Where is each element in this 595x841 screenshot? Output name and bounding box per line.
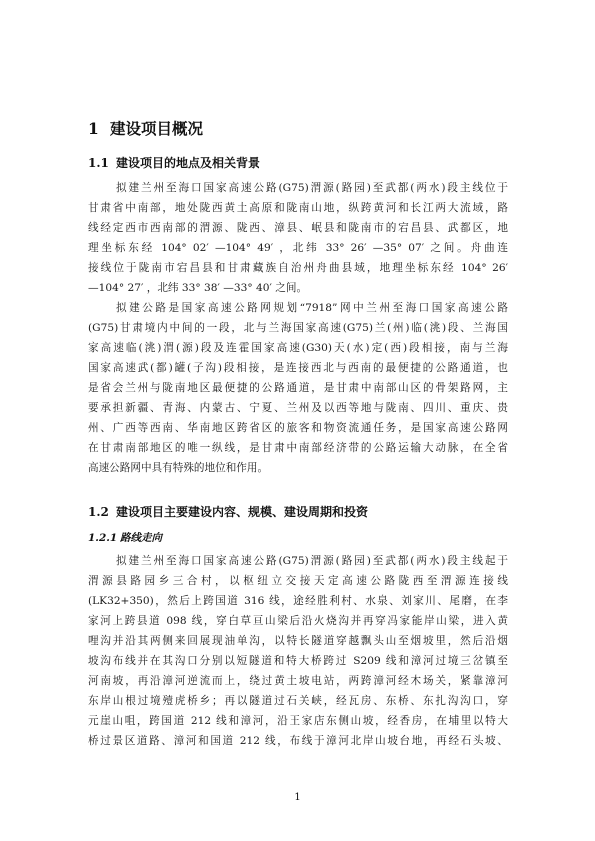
paragraph-line: (G75)甘肃境内中间的一段，北与兰海国家高速(G75)兰(州)临(洮)段、兰海国 <box>88 322 508 334</box>
paragraph-line: 拟建公路是国家高速公路网规划“7918”网中兰州至海口国家高速公路 <box>116 302 508 314</box>
paragraph-line: 家河上跨县道 098 线，穿白草亘山梁后沿火烧沟并再穿冯家能岸山梁，进入黄 <box>88 615 508 627</box>
page-number: 1 <box>294 792 301 803</box>
paragraph-line: 坡沟布线并在其沟口分别以短隧道和特大桥跨过 S209 线和漳河过境三岔镇至 <box>88 655 508 667</box>
section-1-2-number: 1.2 <box>88 505 109 519</box>
paragraph-line: 河南坡，再沿漳河逆流而上，绕过黄土坡电站，两跨漳河经木场关，紧靠漳河 <box>88 675 508 687</box>
paragraph-line: 是省会兰州与陇南地区最便捷的公路通道，是甘肃中南部山区的骨架路网，主 <box>88 382 508 394</box>
paragraph-route <box>88 551 508 751</box>
paragraph-line: 在甘肃南部地区的唯一纵线，是甘肃中南部经济带的公路运输大动脉，在全省 <box>88 442 508 454</box>
paragraph-line: 甘肃省中南部，地处陇西黄土高原和陇南山地，纵跨黄河和长江两大流域，路 <box>88 202 508 214</box>
paragraph-line: 元崖山咀，跨国道 212 线和漳河，沿王家店东侧山坡，经香房，在埔里以特大 <box>88 715 508 727</box>
section-1-1-heading <box>88 154 260 171</box>
section-1-1-title: 建设项目的地点及相关背景 <box>116 156 261 170</box>
paragraph-background <box>88 298 508 478</box>
paragraph-line: —104° 27′ ，北纬 33° 38′ —33° 40′ 之间。 <box>88 282 308 294</box>
paragraph-line: 桥过景区道路、漳河和国道 212 线，布线于漳河北岸山坡台地，再经石头坡、 <box>88 735 508 747</box>
paragraph-line: 要承担新疆、青海、内蒙古、宁夏、兰州及以西等地与陇南、四川、重庆、贵 <box>88 402 508 414</box>
paragraph-location <box>88 178 508 298</box>
paragraph-line: 拟建兰州至海口国家高速公路(G75)渭源(路园)至武都(两水)段主线起于 <box>116 555 508 567</box>
section-1-2-heading <box>88 503 368 520</box>
paragraph-line: 线经定西市西南部的渭源、陇西、漳县、岷县和陇南市的宕昌县、武都区，地 <box>88 222 508 234</box>
paragraph-line: 东岸山根过境殪虎桥乡；再以隧道过石关峡，经瓦房、东桥、东扎沟沟口，穿 <box>88 695 508 707</box>
paragraph-line: 拟建兰州至海口国家高速公路(G75)渭源(路园)至武都(两水)段主线位于 <box>116 182 508 194</box>
paragraph-line: 家高速临(洮)渭(源)段及连霍国家高速(G30)天(水)定(西)段相接，南与兰海 <box>88 342 508 354</box>
section-1-heading <box>88 117 203 139</box>
paragraph-line: 州、广西等西南、华南地区跨省区的旅客和物资流通任务，是国家高速公路网 <box>88 422 508 434</box>
paragraph-line: 国家高速武(都)罐(子沟)段相接，是连接西北与西南的最便捷的公路通道，也 <box>88 362 508 374</box>
section-1-2-title: 建设项目主要建设内容、规模、建设周期和投资 <box>116 505 369 519</box>
section-1-title: 建设项目概况 <box>110 119 204 138</box>
paragraph-line: 理坐标东经 104° 02′ —104° 49′ ，北纬 33° 26′ —35° 07′ 之间。舟曲连 <box>88 242 508 254</box>
paragraph-line: 接线位于陇南市宕昌县和甘肃藏族自治州舟曲县域，地理坐标东经 104° 26′ <box>88 262 508 274</box>
section-1-number: 1 <box>88 119 99 138</box>
paragraph-line: (LK32+350)，然后上跨国道 316 线，途经胜利村、水泉、刘家川、尾磨，在李 <box>88 595 508 607</box>
paragraph-line: 哩沟并沿其两侧来回展现油单沟，以特长隧道穿越飘头山至烟坡里，然后沿烟 <box>88 635 508 647</box>
section-1-1-number: 1.1 <box>88 156 109 170</box>
paragraph-line: 高速公路网中具有特殊的地位和作用。 <box>88 462 269 474</box>
section-1-2-1-heading <box>88 530 162 545</box>
paragraph-line: 渭源县路园乡三合村，以枢纽立交接天定高速公路陇西至渭源连接线 <box>88 575 508 587</box>
section-1-2-1-title: 路线走向 <box>120 532 162 544</box>
section-1-2-1-number: 1.2.1 <box>88 532 118 544</box>
